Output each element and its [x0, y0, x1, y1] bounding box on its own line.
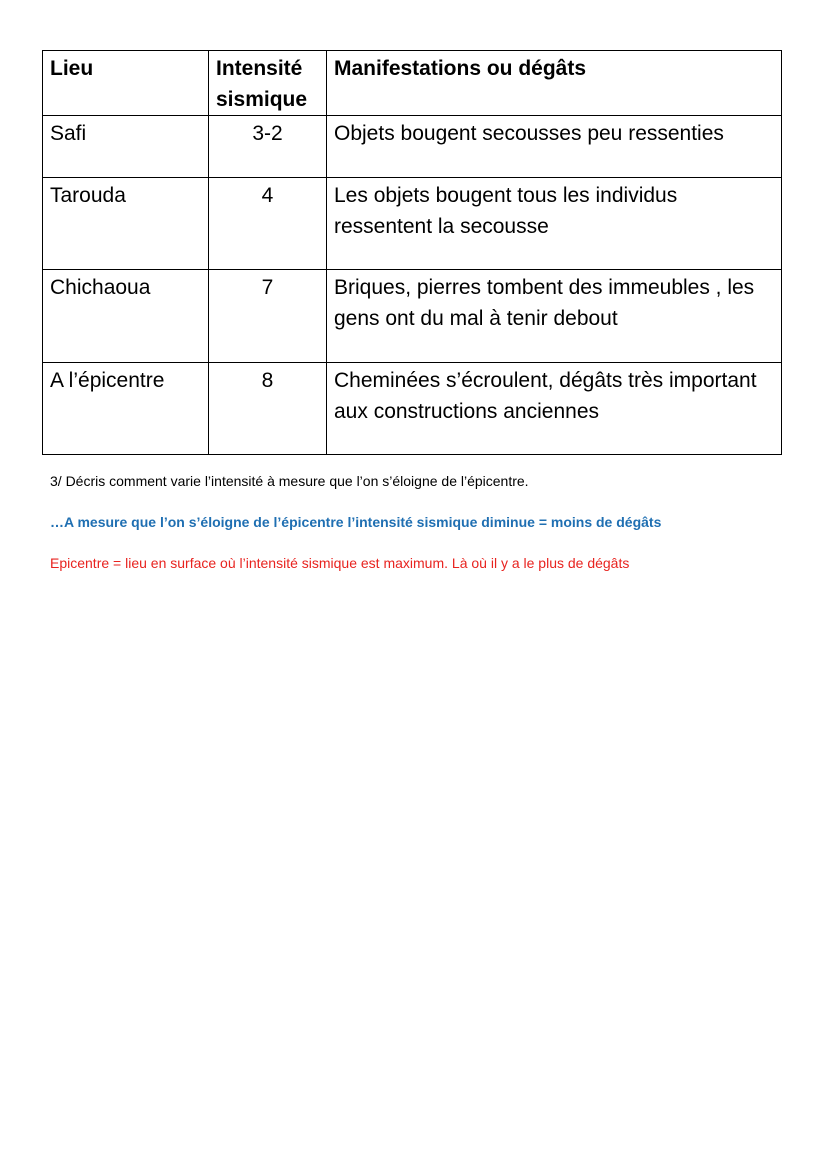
header-manifestations: Manifestations ou dégâts [327, 51, 782, 116]
cell-lieu: Tarouda [43, 178, 209, 270]
table-row [43, 178, 782, 270]
cell-lieu: Safi [43, 116, 209, 178]
table-header-row [43, 51, 782, 116]
header-intensite: Intensité sismique [209, 51, 327, 116]
table-row [43, 116, 782, 178]
cell-intensite: 7 [209, 270, 327, 363]
cell-manifestations: Briques, pierres tombent des immeubles , les gens ont du mal à tenir debout [327, 270, 782, 363]
answer-text: …A mesure que l’on s’éloigne de l’épicentre l’intensité sismique diminue = moins de dégâts [50, 514, 662, 530]
cell-intensite: 4 [209, 178, 327, 270]
table-row [43, 270, 782, 363]
cell-manifestations: Les objets bougent tous les individus ressentent la secousse [327, 178, 782, 270]
header-lieu: Lieu [43, 51, 209, 116]
cell-manifestations: Cheminées s’écroulent, dégâts très important aux constructions anciennes [327, 363, 782, 455]
definition-text: Epicentre = lieu en surface où l’intensité sismique est maximum. Là où il y a le plus de dégâts [50, 555, 630, 571]
cell-intensite: 8 [209, 363, 327, 455]
question-text: 3/ Décris comment varie l’intensité à mesure que l’on s’éloigne de l’épicentre. [50, 473, 529, 489]
table-row [43, 363, 782, 455]
cell-intensite: 3-2 [209, 116, 327, 178]
intensity-table [42, 50, 782, 455]
cell-manifestations: Objets bougent secousses peu ressenties [327, 116, 782, 178]
cell-lieu: A l’épicentre [43, 363, 209, 455]
cell-lieu: Chichaoua [43, 270, 209, 363]
